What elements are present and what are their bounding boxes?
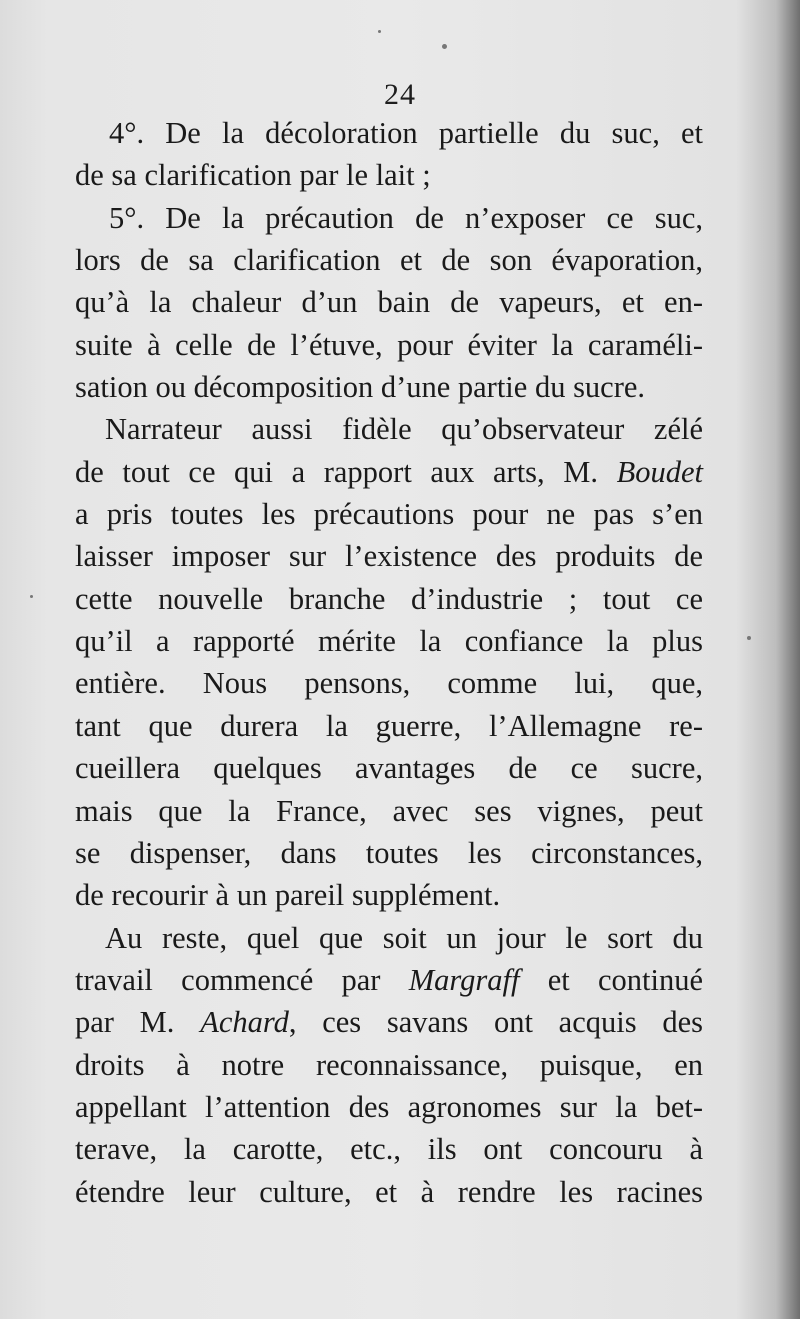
text-line: tant que durera la guerre, l’Allemagne re- bbox=[75, 708, 703, 743]
page-number: 24 bbox=[384, 78, 416, 111]
text-segment: par M. bbox=[75, 1005, 201, 1040]
paper-speck bbox=[30, 595, 33, 598]
text-line: Narrateur aussi fidèle qu’observateur zélé bbox=[105, 412, 703, 447]
text-line: de recourir à un pareil supplément. bbox=[75, 878, 501, 913]
text-line: droits à notre reconnaissance, puisque, en bbox=[75, 1047, 703, 1082]
text-line: 5°. De la précaution de n’exposer ce suc, bbox=[109, 200, 703, 235]
italic-name: Achard bbox=[200, 1005, 289, 1040]
text-line: terave, la carotte, etc., ils ont concouru à bbox=[75, 1132, 703, 1167]
text-line: sation ou décomposition d’une partie du sucre. bbox=[75, 370, 646, 405]
body-text bbox=[75, 112, 703, 1213]
text-line: a pris toutes les précautions pour ne pas s’en bbox=[75, 497, 703, 532]
italic-name: Boudet bbox=[616, 454, 703, 489]
italic-name: Margraff bbox=[408, 962, 520, 997]
paper-speck bbox=[442, 44, 447, 49]
text-line: lors de sa clarification et de son évaporation, bbox=[75, 243, 703, 278]
paper-speck bbox=[747, 636, 751, 640]
paper-speck bbox=[378, 30, 381, 33]
text-line bbox=[75, 451, 703, 493]
text-segment: de tout ce qui a rapport aux arts, M. bbox=[75, 454, 617, 489]
text-line: appellant l’attention des agronomes sur la bet- bbox=[75, 1089, 703, 1124]
text-segment: et continué bbox=[519, 962, 703, 997]
text-line: laisser imposer sur l’existence des produits de bbox=[75, 539, 703, 574]
text-line: se dispenser, dans toutes les circonstances, bbox=[75, 835, 703, 870]
text-line: suite à celle de l’étuve, pour éviter la caraméli- bbox=[75, 327, 703, 362]
text-line: étendre leur culture, et à rendre les racines bbox=[75, 1174, 703, 1209]
text-line: entière. Nous pensons, comme lui, que, bbox=[75, 666, 703, 701]
text-line: qu’à la chaleur d’un bain de vapeurs, et en- bbox=[75, 285, 703, 320]
text-line: Au reste, quel que soit un jour le sort du bbox=[105, 920, 703, 955]
text-segment: , ces savans ont acquis des bbox=[288, 1005, 703, 1040]
text-line: cueillera quelques avantages de ce sucre, bbox=[75, 751, 703, 786]
text-line bbox=[75, 1001, 703, 1043]
text-line bbox=[75, 959, 703, 1001]
text-line: de sa clarification par le lait ; bbox=[75, 158, 431, 193]
text-line: 4°. De la décoloration partielle du suc, et bbox=[109, 116, 703, 150]
text-line: cette nouvelle branche d’industrie ; tout ce bbox=[75, 581, 703, 616]
text-line: mais que la France, avec ses vignes, peut bbox=[75, 793, 703, 828]
text-segment: travail commencé par bbox=[75, 962, 409, 997]
text-line: qu’il a rapporté mérite la confiance la plus bbox=[75, 624, 703, 659]
